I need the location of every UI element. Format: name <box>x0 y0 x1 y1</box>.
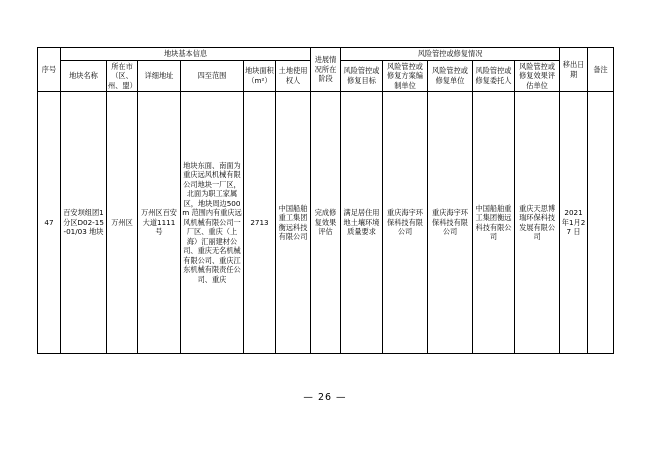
header-goal: 风险管控或修复目标 <box>341 60 383 92</box>
land-parcel-table <box>37 47 614 354</box>
cell-move-date: 2021年1月27 日 <box>560 92 588 354</box>
header-plan-unit: 风险管控或修复方案编制单位 <box>383 60 428 92</box>
cell-plan-unit: 重庆海宇环保科技有限公司 <box>383 92 428 354</box>
header-seq: 序号 <box>38 48 61 92</box>
cell-impl-unit: 重庆海宇环保科技有限公司 <box>428 92 473 354</box>
page-footer: — 26 — <box>303 392 347 403</box>
header-address: 详细地址 <box>138 60 181 92</box>
cell-name: 百安坝组团1分区D02-15-01/03 地块 <box>61 92 107 354</box>
cell-seq: 47 <box>38 92 61 354</box>
cell-remark <box>588 92 614 354</box>
table-row <box>38 92 614 354</box>
header-entrust: 风险管控或修复委托人 <box>473 60 515 92</box>
header-effect-unit: 风险管控或修复效果评估单位 <box>515 60 560 92</box>
cell-entrust: 中国船舶重工集团衡远科技有限公司 <box>473 92 515 354</box>
table-header-row-group <box>38 48 614 61</box>
header-stage: 进展情况所在阶段 <box>311 48 341 92</box>
header-boundary: 四至范围 <box>181 60 244 92</box>
cell-effect-unit: 重庆天思博瑞环保科技发展有限公司 <box>515 92 560 354</box>
cell-goal: 满足居住用地土壤环境质量要求 <box>341 92 383 354</box>
cell-area: 2713 <box>244 92 276 354</box>
cell-right-holder: 中国船舶重工集团衡远科技有限公司 <box>276 92 311 354</box>
header-move-date: 移出日期 <box>560 48 588 92</box>
header-right-holder: 土地使用权人 <box>276 60 311 92</box>
cell-stage: 完成修复效果评估 <box>311 92 341 354</box>
cell-address: 万州区百安大道1111 号 <box>138 92 181 354</box>
header-region: 所在市（区、州、盟） <box>108 61 137 90</box>
header-name: 地块名称 <box>61 60 107 92</box>
cell-boundary: 地块东面、南面为重庆远风机械有限公司地块一厂区，北面为职工家属区，地块周边500m 范围内有重庆远风机械有限公司一厂区、重庆（上海）汇丽建材公司、重庆无名机械有限公司、重庆江东机械有限责任公司、重庆 <box>181 92 244 354</box>
header-group-basic-info: 地块基本信息 <box>61 48 311 61</box>
header-group-risk-control: 风险管控或修复情况 <box>341 48 560 61</box>
header-area: 地块面积（m²） <box>244 60 276 92</box>
header-impl-unit: 风险管控或修复单位 <box>428 60 473 92</box>
cell-region: 万州区 <box>107 92 138 354</box>
header-remark: 备注 <box>588 48 614 92</box>
